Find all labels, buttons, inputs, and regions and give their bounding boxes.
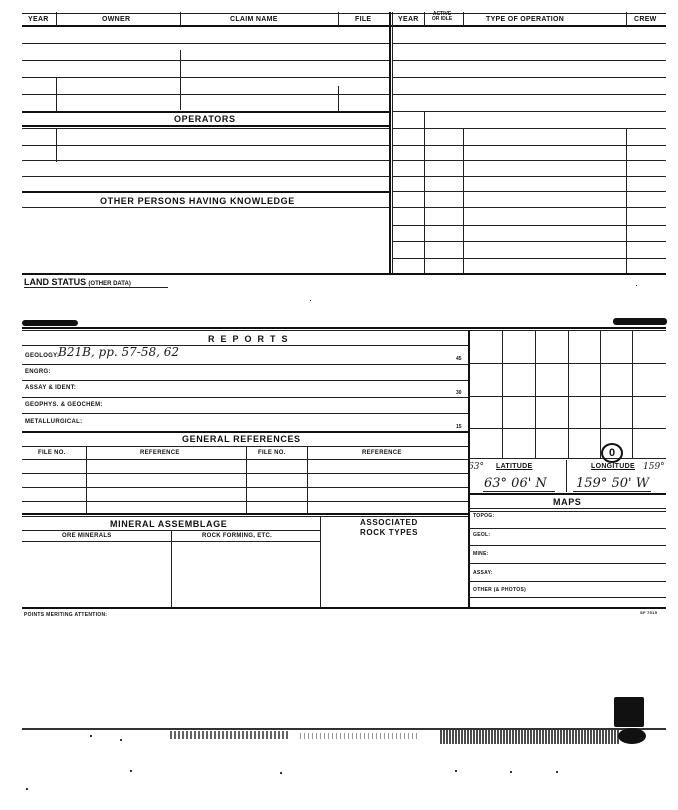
header-owner: OWNER bbox=[102, 16, 131, 23]
latitude-value: 63° 06' N bbox=[484, 476, 547, 491]
maps-row-geol: GEOL: bbox=[473, 532, 491, 538]
header-crew: CREW bbox=[634, 16, 657, 23]
report-page-metallurgical: 15 bbox=[456, 424, 462, 430]
report-page-assay: 30 bbox=[456, 390, 462, 396]
longitude-label: LONGITUDE bbox=[591, 463, 635, 470]
report-label-geology: GEOLOGY: bbox=[25, 353, 60, 359]
ore-minerals-label: ORE MINERALS bbox=[62, 533, 112, 539]
header-active-or-idle: ACTIVE OR IDLE bbox=[431, 11, 453, 22]
maps-row-mine: MINE: bbox=[473, 551, 489, 557]
latitude-label: LATITUDE bbox=[496, 463, 533, 470]
reports-title: REPORTS bbox=[208, 334, 294, 344]
ref-col-reference-1: REFERENCE bbox=[140, 450, 180, 456]
header-file: FILE bbox=[355, 16, 372, 23]
report-page-geology: 45 bbox=[456, 356, 462, 362]
maps-title: MAPS bbox=[553, 497, 582, 507]
header-year-2: YEAR bbox=[398, 16, 419, 23]
associated-rock-types-1: ASSOCIATED bbox=[360, 518, 418, 527]
mineral-assemblage-title: MINERAL ASSEMBLAGE bbox=[110, 519, 228, 529]
land-status-sub: (OTHER DATA) bbox=[88, 281, 131, 287]
general-references-title: GENERAL REFERENCES bbox=[182, 434, 301, 444]
form-number: SF 7515 bbox=[640, 610, 658, 615]
land-status-label: LAND STATUS bbox=[24, 277, 87, 287]
circled-number: 0 bbox=[601, 443, 623, 463]
maps-row-topog: TOPOG: bbox=[473, 513, 495, 519]
report-label-geophys: GEOPHYS. & GEOCHEM: bbox=[25, 402, 103, 408]
report-label-engrg: ENGRG: bbox=[25, 369, 51, 375]
header-claim-name: CLAIM NAME bbox=[230, 16, 278, 23]
land-status bbox=[24, 277, 131, 287]
operators-label: OPERATORS bbox=[174, 114, 236, 124]
header-year: YEAR bbox=[28, 16, 49, 23]
rock-forming-label: ROCK FORMING, ETC. bbox=[202, 533, 273, 539]
longitude-suffix: 159° bbox=[643, 462, 665, 472]
report-label-assay: ASSAY & IDENT: bbox=[25, 385, 77, 391]
associated-rock-types-2: ROCK TYPES bbox=[360, 528, 419, 537]
maps-row-assay: ASSAY: bbox=[473, 570, 493, 576]
report-value-geology: B21B, pp. 57-58, 62 bbox=[58, 345, 180, 359]
other-persons-label: OTHER PERSONS HAVING KNOWLEDGE bbox=[100, 196, 295, 206]
points-meriting-attention: POINTS MERITING ATTENTION: bbox=[24, 612, 108, 618]
ref-col-file-no-2: FILE NO. bbox=[258, 450, 286, 456]
report-label-metallurgical: METALLURGICAL: bbox=[25, 419, 83, 425]
ref-col-file-no-1: FILE NO. bbox=[38, 450, 66, 456]
latitude-prefix: 63° bbox=[468, 462, 484, 472]
header-type-of-operation: TYPE OF OPERATION bbox=[486, 16, 565, 23]
ref-col-reference-2: REFERENCE bbox=[362, 450, 402, 456]
longitude-value: 159° 50' W bbox=[576, 476, 650, 491]
maps-row-other: OTHER (& PHOTOS) bbox=[473, 587, 527, 593]
